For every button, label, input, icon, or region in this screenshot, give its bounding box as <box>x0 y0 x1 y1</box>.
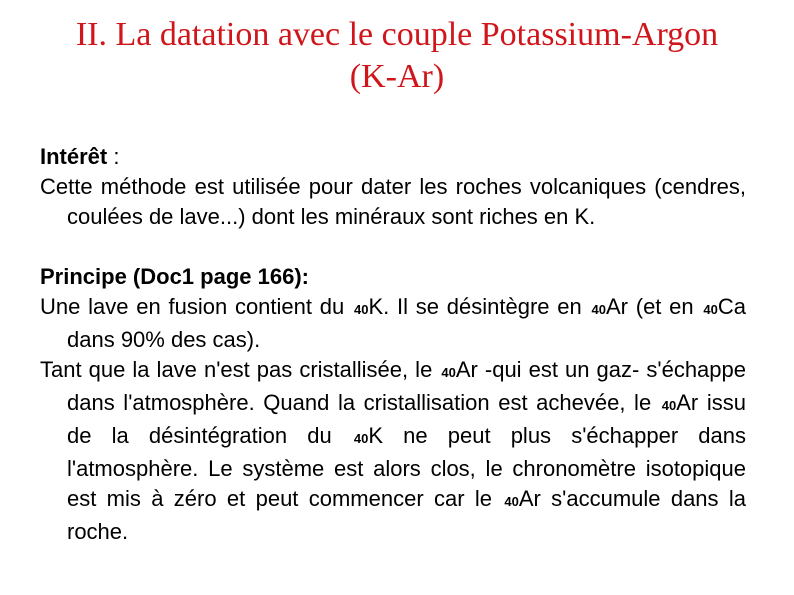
principe-heading <box>40 262 746 292</box>
interet-paragraph: Cette méthode est utilisée pour dater les roches volcaniques (cendres, coulées de lave...) dont les minéraux sont riches en K. <box>40 174 746 229</box>
principe-label: Principe (Doc1 page 166): <box>40 264 309 289</box>
principe-paragraph-1: Une lave en fusion contient du 40K. Il se désintègre en 40Ar (et en 40Ca dans 90% des cas). <box>40 294 747 352</box>
isotope-40: 40 <box>354 302 369 317</box>
interet-colon: : <box>107 144 120 169</box>
principe-paragraph-2: Tant que la lave n'est pas cristallisée, le 40Ar -qui est un gaz- s'échappe dans l'atmosphère. Quand la cristallisation est achevée, le 40Ar issu de la désintégration du 40K ne peut plus s'échapper dans l'atmosphère. Le système est alors clos, le chronomètre isotopique est mis à zéro et peut commencer car le 40Ar s'accumule dans la roche. <box>40 357 746 544</box>
isotope-40: 40 <box>441 365 456 380</box>
interet-heading <box>40 142 746 172</box>
isotope-40: 40 <box>591 302 606 317</box>
interet-label: Intérêt <box>40 144 108 169</box>
isotope-40: 40 <box>353 431 369 446</box>
slide-title <box>0 14 794 98</box>
slide-content <box>40 142 746 547</box>
isotope-40: 40 <box>661 398 677 413</box>
isotope-40: 40 <box>703 302 718 317</box>
title-line-1: II. La datation avec le couple Potassium-Argon <box>75 16 719 53</box>
title-line-2: (K-Ar) <box>349 58 445 95</box>
isotope-40: 40 <box>504 494 519 509</box>
